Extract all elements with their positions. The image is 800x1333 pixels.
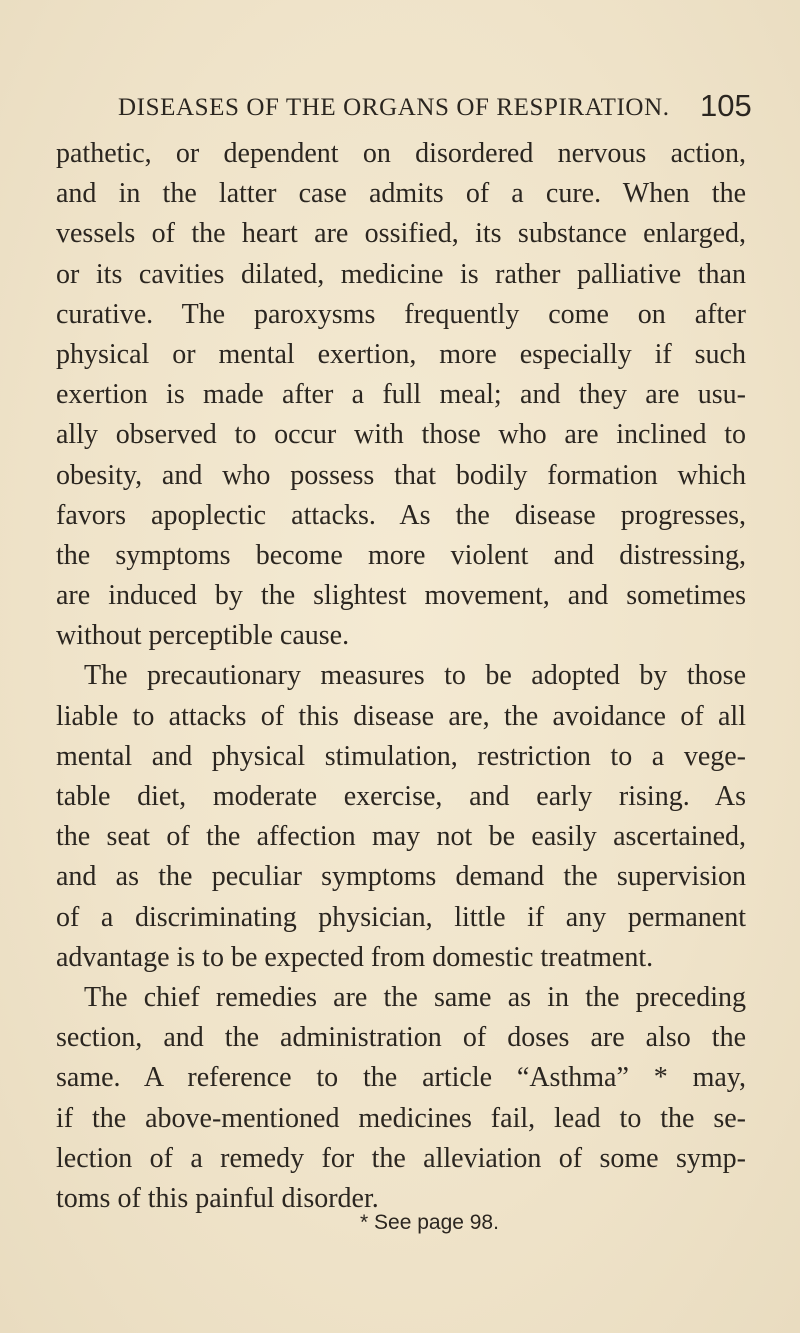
text-line: favors apoplectic attacks. As the disease progresses, xyxy=(56,499,746,531)
text-line: table diet, moderate exercise, and early rising. As xyxy=(56,781,746,812)
text-line: physical or mental exertion, more especially if such xyxy=(56,338,746,370)
text-line: the symptoms become more violent and distressing, xyxy=(56,539,746,571)
text-line: lection of a remedy for the alleviation of some symp- xyxy=(56,1142,746,1174)
text-line: and in the latter case admits of a cure. When the xyxy=(56,178,746,210)
text-line: advantage is to be expected from domestic treatment. xyxy=(56,941,654,973)
text-line: of a discriminating physician, little if any permanent xyxy=(56,901,746,933)
text-line: toms of this painful disorder. xyxy=(56,1182,379,1214)
text-line: if the above-mentioned medicines fail, lead to the se- xyxy=(56,1102,746,1134)
page-header xyxy=(0,88,800,132)
text-line: exertion is made after a full meal; and they are usu- xyxy=(56,379,746,411)
text-line: The precautionary measures to be adopted by those xyxy=(84,660,746,692)
running-title: DISEASES OF THE ORGANS OF RESPIRATION. xyxy=(118,94,670,121)
text-line: liable to attacks of this disease are, the avoidance of all xyxy=(56,700,746,732)
text-line: section, and the administration of doses are also the xyxy=(56,1022,746,1054)
text-line: pathetic, or dependent on disordered nervous action, xyxy=(56,138,746,169)
footnote: * See page 98. xyxy=(360,1211,499,1234)
text-line: ally observed to occur with those who are inclined to xyxy=(56,419,746,451)
text-line: same. A reference to the article “Asthma” * may, xyxy=(56,1062,746,1094)
text-line: or its cavities dilated, medicine is rather palliative than xyxy=(56,258,746,290)
text-line: the seat of the affection may not be easily ascertained, xyxy=(56,821,746,853)
text-line: are induced by the slightest movement, and sometimes xyxy=(56,580,746,612)
body-text xyxy=(56,134,746,1219)
text-line: curative. The paroxysms frequently come on after xyxy=(56,298,746,330)
page-number: 105 xyxy=(700,88,752,123)
text-line: mental and physical stimulation, restriction to a vege- xyxy=(56,740,746,772)
text-line: obesity, and who possess that bodily formation which xyxy=(56,459,746,491)
text-line: and as the peculiar symptoms demand the supervision xyxy=(56,861,746,893)
text-line: without perceptible cause. xyxy=(56,620,350,652)
text-line: The chief remedies are the same as in the preceding xyxy=(84,981,746,1013)
text-line: vessels of the heart are ossified, its substance enlarged, xyxy=(56,218,746,250)
